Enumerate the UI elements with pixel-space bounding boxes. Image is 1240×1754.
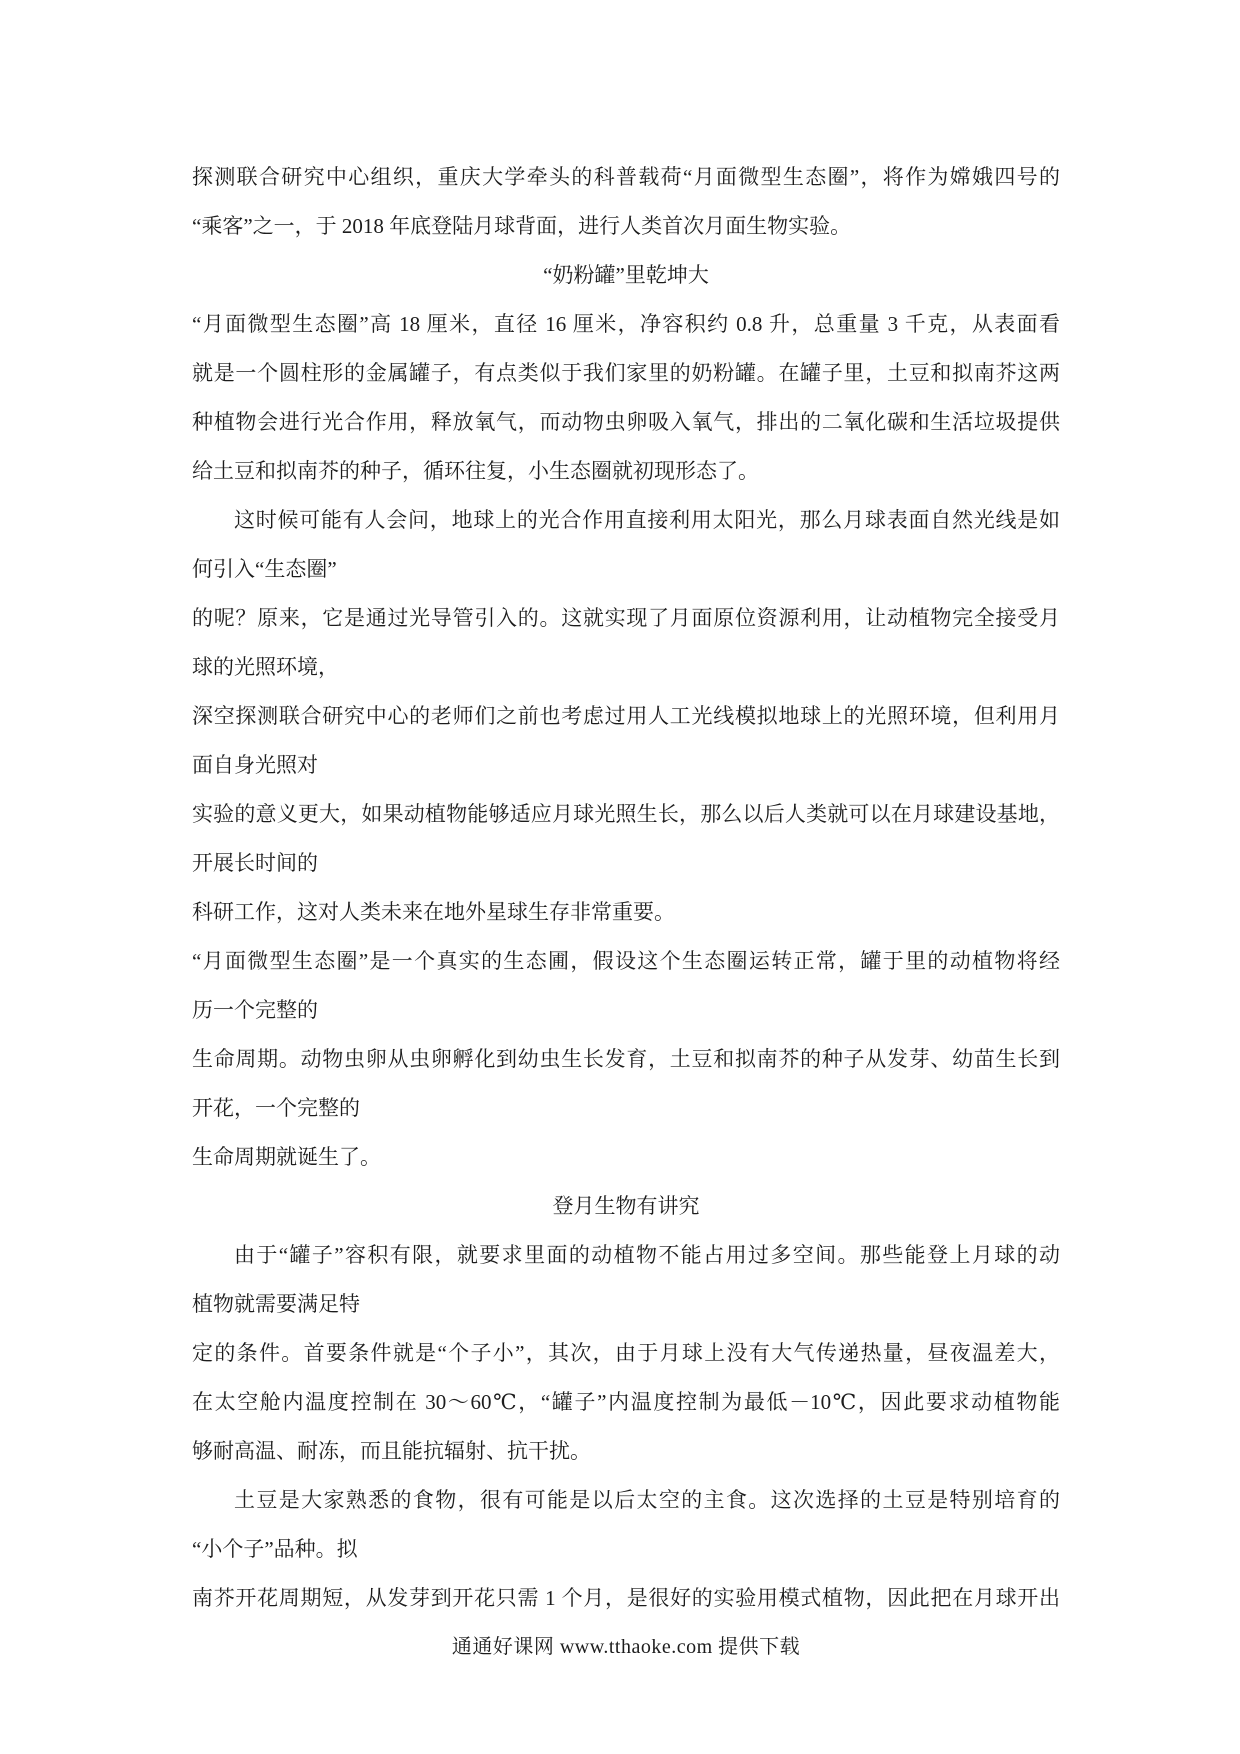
text-line: 就是一个圆柱形的金属罐子，有点类似于我们家里的奶粉罐。在罐子里，土豆和拟南芥这两 <box>192 361 1060 385</box>
text-line: 在太空舱内温度控制在 30～60℃，“罐子”内温度控制为最低－10℃，因此要求动植物能 <box>192 1390 1060 1414</box>
text-line: “月面微型生态圈”高 18 厘米，直径 16 厘米，净容积约 0.8 升，总重量 3 千克，从表面看 <box>192 312 1060 336</box>
page-footer: 通通好课网 www.tthaoke.com 提供下载 <box>451 1636 801 1658</box>
text-line: 的呢？原来，它是通过光导管引入的。这就实现了月面原位资源利用，让动植物完全接受月 <box>192 606 1060 630</box>
text-line: 由于“罐子”容积有限，就要求里面的动植物不能占用过多空间。那些能登上月球的动 <box>234 1243 1060 1267</box>
text-line: 何引入“生态圈” <box>192 557 337 581</box>
text-line: 南芥开花周期短，从发芽到开花只需 1 个月，是很好的实验用模式植物，因此把在月球开出 <box>192 1586 1060 1610</box>
text-line: 土豆是大家熟悉的食物，很有可能是以后太空的主食。这次选择的土豆是特别培育的 <box>234 1488 1060 1512</box>
section-milk-can <box>192 251 1060 1182</box>
text-line: 种植物会进行光合作用，释放氧气，而动物虫卵吸入氧气，排出的二氧化碳和生活垃圾提供 <box>192 410 1060 434</box>
paragraph <box>192 1476 1060 1623</box>
text-line: 面自身光照对 <box>192 753 318 777</box>
text-line: 够耐高温、耐冻，而且能抗辐射、抗干扰。 <box>192 1439 591 1463</box>
text-line: 开花，一个完整的 <box>192 1096 360 1120</box>
text-line: 植物就需要满足特 <box>192 1292 360 1316</box>
text-line: 实验的意义更大，如果动植物能够适应月球光照生长，那么以后人类就可以在月球建设基地， <box>192 802 1060 826</box>
text-line: 定的条件。首要条件就是“个子小”，其次，由于月球上没有大气传递热量，昼夜温差大， <box>192 1341 1060 1365</box>
paragraph <box>192 1231 1060 1476</box>
section-heading: “奶粉罐”里乾坤大 <box>543 263 709 287</box>
paragraph <box>192 300 1060 496</box>
text-line: 探测联合研究中心组织，重庆大学牵头的科普载荷“月面微型生态圈”，将作为嫦娥四号的 <box>192 165 1060 189</box>
text-line: 科研工作，这对人类未来在地外星球生存非常重要。 <box>192 900 675 924</box>
section-heading: 登月生物有讲究 <box>552 1194 700 1218</box>
text-line: 生命周期就诞生了。 <box>192 1145 381 1169</box>
text-line: “小个子”品种。拟 <box>192 1537 358 1561</box>
text-line: “乘客”之一，于 2018 年底登陆月球背面，进行人类首次月面生物实验。 <box>192 214 852 238</box>
text-line: 给土豆和拟南芥的种子，循环往复，小生态圈就初现形态了。 <box>192 459 759 483</box>
text-line: 生命周期。动物虫卵从虫卵孵化到幼虫生长发育，土豆和拟南芥的种子从发芽、幼苗生长到 <box>192 1047 1060 1071</box>
text-line: 历一个完整的 <box>192 998 318 1022</box>
text-line: “月面微型生态圈”是一个真实的生态圃，假设这个生态圈运转正常，罐于里的动植物将经 <box>192 949 1060 973</box>
text-column <box>192 153 1060 1672</box>
paragraph <box>192 937 1060 1182</box>
intro-paragraph <box>192 153 1060 251</box>
text-line: 球的光照环境， <box>192 655 339 679</box>
text-line: 深空探测联合研究中心的老师们之前也考虑过用人工光线模拟地球上的光照环境，但利用月 <box>192 704 1060 728</box>
section-moon-organisms <box>192 1182 1060 1623</box>
text-line: 这时候可能有人会问，地球上的光合作用直接利用太阳光，那么月球表面自然光线是如 <box>234 508 1060 532</box>
paragraph <box>192 496 1060 937</box>
text-line: 开展长时间的 <box>192 851 318 875</box>
